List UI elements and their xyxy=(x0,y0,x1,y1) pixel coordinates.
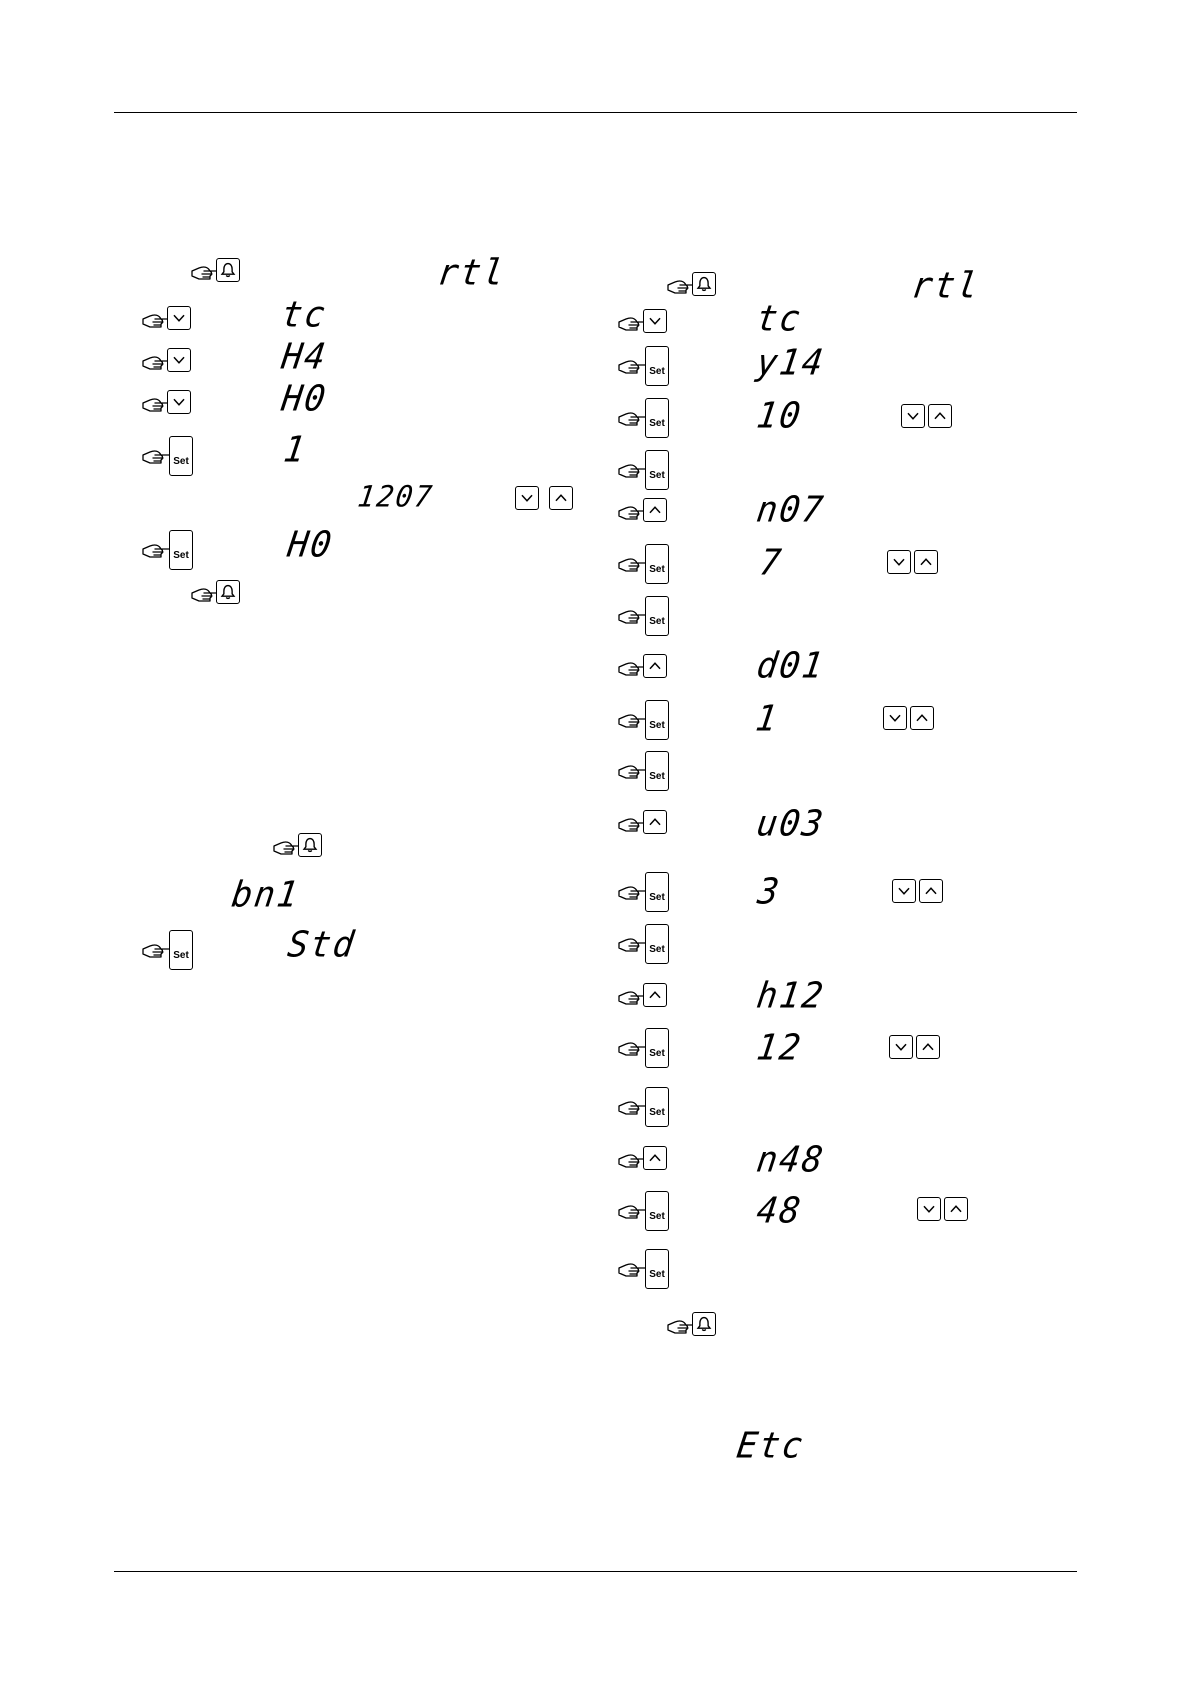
lcd-readout: Std xyxy=(285,924,359,966)
lcd-readout: H0 xyxy=(285,524,336,566)
alarm-key-button[interactable] xyxy=(298,833,322,857)
up-key-button[interactable] xyxy=(643,983,667,1007)
alarm-key-button[interactable] xyxy=(216,258,240,282)
alarm-key-button[interactable] xyxy=(692,272,716,296)
chevron-up-icon xyxy=(644,811,666,833)
chevron-down-icon xyxy=(168,349,190,371)
set-key-button[interactable]: Set xyxy=(645,450,669,490)
lcd-readout: d01 xyxy=(754,645,828,687)
arrow-key-pair xyxy=(901,404,953,428)
down-key-button[interactable] xyxy=(892,879,916,903)
lcd-readout: 48 xyxy=(754,1190,805,1232)
arrow-key-pair xyxy=(892,879,944,903)
set-key-button[interactable]: Set xyxy=(645,544,669,584)
up-key-button[interactable] xyxy=(643,1146,667,1170)
up-key-button[interactable] xyxy=(919,879,943,903)
lcd-readout: rtl xyxy=(909,265,983,307)
down-key-button[interactable] xyxy=(167,306,191,330)
down-key-button[interactable] xyxy=(889,1035,913,1059)
up-key-button[interactable] xyxy=(549,486,573,510)
bell-icon xyxy=(299,834,321,856)
arrow-key-pair xyxy=(515,486,575,510)
lcd-readout: rtl xyxy=(435,252,509,294)
top-rule xyxy=(114,112,1077,113)
lcd-readout: tc xyxy=(754,298,805,340)
lcd-readout: 1 xyxy=(753,698,782,740)
up-key-button[interactable] xyxy=(916,1035,940,1059)
arrow-key-pair xyxy=(883,706,935,730)
set-key-button[interactable]: Set xyxy=(645,872,669,912)
alarm-key-button[interactable] xyxy=(216,580,240,604)
chevron-down-icon xyxy=(893,880,915,902)
up-key-button[interactable] xyxy=(928,404,952,428)
set-key-button[interactable]: Set xyxy=(645,1028,669,1068)
chevron-up-icon xyxy=(550,487,572,509)
bell-icon xyxy=(217,259,239,281)
chevron-up-icon xyxy=(644,499,666,521)
chevron-down-icon xyxy=(918,1198,940,1220)
down-key-button[interactable] xyxy=(917,1197,941,1221)
lcd-readout: n48 xyxy=(754,1139,828,1181)
lcd-readout: 10 xyxy=(754,395,805,437)
arrow-key-pair xyxy=(917,1197,969,1221)
lcd-readout: bn1 xyxy=(229,874,303,916)
set-key-button[interactable]: Set xyxy=(645,1249,669,1289)
bottom-rule xyxy=(114,1571,1077,1572)
up-key-button[interactable] xyxy=(944,1197,968,1221)
chevron-down-icon xyxy=(890,1036,912,1058)
chevron-down-icon xyxy=(168,307,190,329)
set-key-button[interactable]: Set xyxy=(645,1191,669,1231)
set-key-button[interactable]: Set xyxy=(645,398,669,438)
lcd-readout: h12 xyxy=(754,975,828,1017)
chevron-down-icon xyxy=(888,551,910,573)
chevron-up-icon xyxy=(920,880,942,902)
chevron-up-icon xyxy=(917,1036,939,1058)
up-key-button[interactable] xyxy=(910,706,934,730)
bell-icon xyxy=(693,273,715,295)
set-key-button[interactable]: Set xyxy=(169,436,193,476)
lcd-readout: n07 xyxy=(754,489,828,531)
chevron-down-icon xyxy=(168,391,190,413)
down-key-button[interactable] xyxy=(643,309,667,333)
chevron-up-icon xyxy=(644,655,666,677)
chevron-down-icon xyxy=(516,487,538,509)
set-key-button[interactable]: Set xyxy=(645,1087,669,1127)
up-key-button[interactable] xyxy=(643,810,667,834)
chevron-up-icon xyxy=(945,1198,967,1220)
arrow-key-pair xyxy=(889,1035,941,1059)
set-key-button[interactable]: Set xyxy=(645,346,669,386)
set-key-button[interactable]: Set xyxy=(645,924,669,964)
chevron-up-icon xyxy=(911,707,933,729)
chevron-down-icon xyxy=(884,707,906,729)
alarm-key-button[interactable] xyxy=(692,1312,716,1336)
chevron-up-icon xyxy=(644,984,666,1006)
lcd-readout: tc xyxy=(279,294,330,336)
lcd-readout: 1207 xyxy=(355,479,436,514)
chevron-down-icon xyxy=(644,310,666,332)
lcd-readout: 1 xyxy=(281,429,310,471)
down-key-button[interactable] xyxy=(887,550,911,574)
up-key-button[interactable] xyxy=(643,498,667,522)
bell-icon xyxy=(217,581,239,603)
set-key-button[interactable]: Set xyxy=(169,530,193,570)
chevron-up-icon xyxy=(915,551,937,573)
down-key-button[interactable] xyxy=(901,404,925,428)
chevron-up-icon xyxy=(644,1147,666,1169)
chevron-up-icon xyxy=(929,405,951,427)
bell-icon xyxy=(693,1313,715,1335)
set-key-button[interactable]: Set xyxy=(645,700,669,740)
lcd-readout: y14 xyxy=(754,342,828,384)
set-key-button[interactable]: Set xyxy=(645,596,669,636)
down-key-button[interactable] xyxy=(515,486,539,510)
chevron-down-icon xyxy=(902,405,924,427)
set-key-button[interactable]: Set xyxy=(169,930,193,970)
lcd-readout: Etc xyxy=(734,1425,808,1467)
down-key-button[interactable] xyxy=(167,348,191,372)
lcd-readout: 3 xyxy=(755,871,784,913)
lcd-readout: u03 xyxy=(754,803,828,845)
up-key-button[interactable] xyxy=(914,550,938,574)
lcd-readout: 7 xyxy=(757,542,786,584)
lcd-readout: 12 xyxy=(754,1027,805,1069)
lcd-readout: H4 xyxy=(279,336,330,378)
down-key-button[interactable] xyxy=(883,706,907,730)
down-key-button[interactable] xyxy=(167,390,191,414)
lcd-readout: H0 xyxy=(279,378,330,420)
arrow-key-pair xyxy=(887,550,939,574)
up-key-button[interactable] xyxy=(643,654,667,678)
set-key-button[interactable]: Set xyxy=(645,751,669,791)
